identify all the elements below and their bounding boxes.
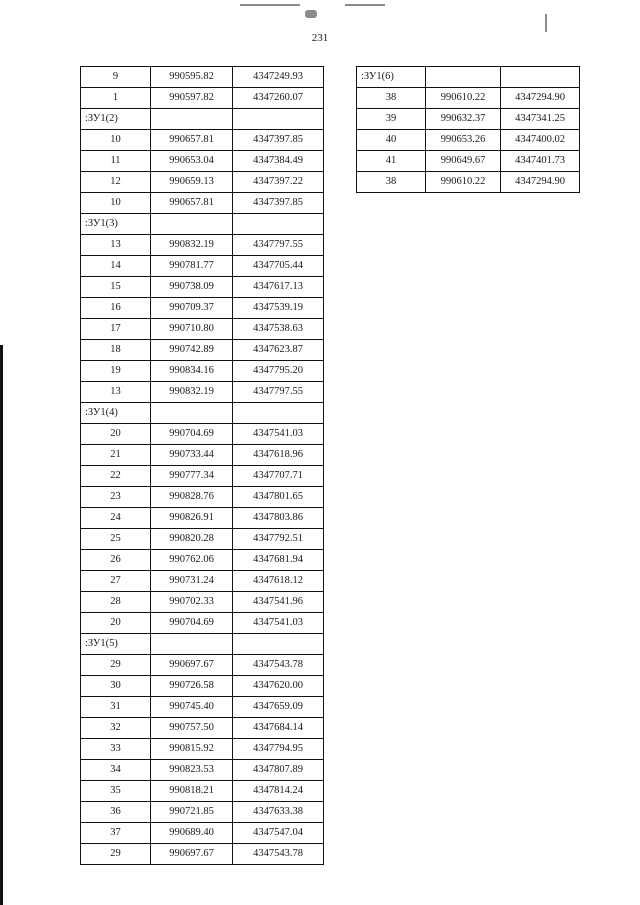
y-coordinate-cell: 4347397.85: [233, 130, 324, 151]
x-coordinate-cell: 990781.77: [151, 256, 233, 277]
y-coordinate-cell: 4347684.14: [233, 718, 324, 739]
x-coordinate-cell: 990818.21: [151, 781, 233, 802]
point-number-cell: 29: [81, 655, 151, 676]
y-coordinate-cell: 4347401.73: [501, 151, 580, 172]
y-coordinate-cell: [501, 67, 580, 88]
point-number-cell: 10: [81, 193, 151, 214]
point-number-cell: :ЗУ1(3): [81, 214, 151, 235]
x-coordinate-cell: 990697.67: [151, 655, 233, 676]
y-coordinate-cell: 4347618.96: [233, 445, 324, 466]
x-coordinate-cell: 990832.19: [151, 382, 233, 403]
point-number-cell: 15: [81, 277, 151, 298]
parcel-header-row: [357, 67, 580, 88]
y-coordinate-cell: 4347618.12: [233, 571, 324, 592]
x-coordinate-cell: 990762.06: [151, 550, 233, 571]
table-row: [81, 802, 324, 823]
x-coordinate-cell: 990726.58: [151, 676, 233, 697]
y-coordinate-cell: 4347623.87: [233, 340, 324, 361]
table-row: [81, 319, 324, 340]
x-coordinate-cell: 990709.37: [151, 298, 233, 319]
y-coordinate-cell: 4347617.13: [233, 277, 324, 298]
y-coordinate-cell: 4347803.86: [233, 508, 324, 529]
table-row: [81, 613, 324, 634]
y-coordinate-cell: 4347633.38: [233, 802, 324, 823]
parcel-header-row: [81, 634, 324, 655]
x-coordinate-cell: 990742.89: [151, 340, 233, 361]
point-number-cell: 22: [81, 466, 151, 487]
point-number-cell: 38: [357, 172, 426, 193]
point-number-cell: 23: [81, 487, 151, 508]
table-row: [357, 109, 580, 130]
point-number-cell: :ЗУ1(5): [81, 634, 151, 655]
table-row: [81, 592, 324, 613]
y-coordinate-cell: 4347807.89: [233, 760, 324, 781]
y-coordinate-cell: [233, 214, 324, 235]
y-coordinate-cell: 4347541.03: [233, 613, 324, 634]
point-number-cell: :ЗУ1(4): [81, 403, 151, 424]
coordinates-table-right: [356, 66, 580, 193]
y-coordinate-cell: [233, 109, 324, 130]
x-coordinate-cell: 990597.82: [151, 88, 233, 109]
table-row: [81, 130, 324, 151]
x-coordinate-cell: [151, 214, 233, 235]
y-coordinate-cell: 4347541.96: [233, 592, 324, 613]
y-coordinate-cell: 4347801.65: [233, 487, 324, 508]
table-row: [81, 340, 324, 361]
point-number-cell: 11: [81, 151, 151, 172]
scan-noise-mark: [545, 14, 547, 32]
table-row: [81, 193, 324, 214]
point-number-cell: 21: [81, 445, 151, 466]
x-coordinate-cell: 990697.67: [151, 844, 233, 865]
point-number-cell: 37: [81, 823, 151, 844]
y-coordinate-cell: 4347341.25: [501, 109, 580, 130]
table-row: [81, 256, 324, 277]
point-number-cell: 9: [81, 67, 151, 88]
x-coordinate-cell: 990689.40: [151, 823, 233, 844]
point-number-cell: 31: [81, 697, 151, 718]
x-coordinate-cell: 990745.40: [151, 697, 233, 718]
point-number-cell: :ЗУ1(2): [81, 109, 151, 130]
x-coordinate-cell: 990653.26: [426, 130, 501, 151]
x-coordinate-cell: 990815.92: [151, 739, 233, 760]
x-coordinate-cell: 990721.85: [151, 802, 233, 823]
table-row: [81, 277, 324, 298]
x-coordinate-cell: 990610.22: [426, 88, 501, 109]
point-number-cell: 28: [81, 592, 151, 613]
point-number-cell: 17: [81, 319, 151, 340]
point-number-cell: 24: [81, 508, 151, 529]
point-number-cell: 30: [81, 676, 151, 697]
x-coordinate-cell: 990738.09: [151, 277, 233, 298]
table-row: [81, 508, 324, 529]
y-coordinate-cell: 4347543.78: [233, 655, 324, 676]
table-row: [357, 172, 580, 193]
table-row: [81, 466, 324, 487]
y-coordinate-cell: 4347397.22: [233, 172, 324, 193]
y-coordinate-cell: 4347547.04: [233, 823, 324, 844]
y-coordinate-cell: 4347814.24: [233, 781, 324, 802]
y-coordinate-cell: 4347541.03: [233, 424, 324, 445]
point-number-cell: 19: [81, 361, 151, 382]
point-number-cell: 32: [81, 718, 151, 739]
x-coordinate-cell: 990610.22: [426, 172, 501, 193]
x-coordinate-cell: 990704.69: [151, 424, 233, 445]
x-coordinate-cell: 990632.37: [426, 109, 501, 130]
x-coordinate-cell: 990731.24: [151, 571, 233, 592]
x-coordinate-cell: [426, 67, 501, 88]
point-number-cell: 10: [81, 130, 151, 151]
table-row: [81, 760, 324, 781]
point-number-cell: 13: [81, 235, 151, 256]
x-coordinate-cell: [151, 403, 233, 424]
point-number-cell: 36: [81, 802, 151, 823]
point-number-cell: 26: [81, 550, 151, 571]
table-row: [81, 382, 324, 403]
table-row: [81, 424, 324, 445]
table-row: [81, 88, 324, 109]
table-row: [81, 361, 324, 382]
y-coordinate-cell: 4347538.63: [233, 319, 324, 340]
point-number-cell: 40: [357, 130, 426, 151]
parcel-header-row: [81, 403, 324, 424]
point-number-cell: 38: [357, 88, 426, 109]
x-coordinate-cell: 990733.44: [151, 445, 233, 466]
x-coordinate-cell: 990828.76: [151, 487, 233, 508]
table-row: [81, 718, 324, 739]
table-row: [81, 487, 324, 508]
point-number-cell: 14: [81, 256, 151, 277]
x-coordinate-cell: 990823.53: [151, 760, 233, 781]
table-row: [81, 172, 324, 193]
x-coordinate-cell: 990834.16: [151, 361, 233, 382]
y-coordinate-cell: 4347797.55: [233, 235, 324, 256]
point-number-cell: 16: [81, 298, 151, 319]
table-row: [81, 697, 324, 718]
y-coordinate-cell: 4347681.94: [233, 550, 324, 571]
table-row: [81, 529, 324, 550]
y-coordinate-cell: 4347705.44: [233, 256, 324, 277]
point-number-cell: 33: [81, 739, 151, 760]
x-coordinate-cell: [151, 109, 233, 130]
point-number-cell: 29: [81, 844, 151, 865]
scan-noise-mark: [345, 4, 385, 6]
y-coordinate-cell: [233, 634, 324, 655]
table-row: [81, 571, 324, 592]
table-row: [81, 235, 324, 256]
parcel-header-row: [81, 109, 324, 130]
x-coordinate-cell: 990657.81: [151, 193, 233, 214]
table-row: [81, 781, 324, 802]
point-number-cell: 35: [81, 781, 151, 802]
table-row: [357, 151, 580, 172]
scan-edge-bar: [0, 345, 3, 905]
parcel-header-row: [81, 214, 324, 235]
point-number-cell: 13: [81, 382, 151, 403]
x-coordinate-cell: 990777.34: [151, 466, 233, 487]
y-coordinate-cell: 4347797.55: [233, 382, 324, 403]
x-coordinate-cell: 990820.28: [151, 529, 233, 550]
y-coordinate-cell: 4347400.02: [501, 130, 580, 151]
scan-noise-mark: [305, 10, 317, 18]
point-number-cell: 1: [81, 88, 151, 109]
point-number-cell: 20: [81, 613, 151, 634]
table-row: [357, 88, 580, 109]
y-coordinate-cell: 4347249.93: [233, 67, 324, 88]
table-row: [81, 823, 324, 844]
y-coordinate-cell: 4347384.49: [233, 151, 324, 172]
table-row: [81, 655, 324, 676]
y-coordinate-cell: 4347620.00: [233, 676, 324, 697]
point-number-cell: :ЗУ1(6): [357, 67, 426, 88]
point-number-cell: 34: [81, 760, 151, 781]
x-coordinate-cell: 990826.91: [151, 508, 233, 529]
y-coordinate-cell: 4347792.51: [233, 529, 324, 550]
point-number-cell: 18: [81, 340, 151, 361]
x-coordinate-cell: 990832.19: [151, 235, 233, 256]
y-coordinate-cell: 4347659.09: [233, 697, 324, 718]
x-coordinate-cell: 990659.13: [151, 172, 233, 193]
y-coordinate-cell: 4347539.19: [233, 298, 324, 319]
page-number: 231: [311, 32, 329, 44]
table-row: [81, 550, 324, 571]
y-coordinate-cell: 4347543.78: [233, 844, 324, 865]
point-number-cell: 27: [81, 571, 151, 592]
table-row: [81, 844, 324, 865]
table-row: [81, 298, 324, 319]
y-coordinate-cell: 4347397.85: [233, 193, 324, 214]
x-coordinate-cell: 990710.80: [151, 319, 233, 340]
scan-noise-mark: [240, 4, 300, 6]
x-coordinate-cell: 990653.04: [151, 151, 233, 172]
x-coordinate-cell: 990595.82: [151, 67, 233, 88]
y-coordinate-cell: 4347707.71: [233, 466, 324, 487]
point-number-cell: 39: [357, 109, 426, 130]
point-number-cell: 20: [81, 424, 151, 445]
coordinates-table-left: [80, 66, 324, 865]
y-coordinate-cell: 4347294.90: [501, 88, 580, 109]
table-row: [81, 151, 324, 172]
y-coordinate-cell: 4347794.95: [233, 739, 324, 760]
table-row: [81, 676, 324, 697]
point-number-cell: 25: [81, 529, 151, 550]
table-row: [357, 130, 580, 151]
x-coordinate-cell: 990657.81: [151, 130, 233, 151]
x-coordinate-cell: 990702.33: [151, 592, 233, 613]
x-coordinate-cell: [151, 634, 233, 655]
table-row: [81, 67, 324, 88]
point-number-cell: 41: [357, 151, 426, 172]
table-row: [81, 445, 324, 466]
y-coordinate-cell: 4347260.07: [233, 88, 324, 109]
x-coordinate-cell: 990649.67: [426, 151, 501, 172]
y-coordinate-cell: [233, 403, 324, 424]
y-coordinate-cell: 4347795.20: [233, 361, 324, 382]
point-number-cell: 12: [81, 172, 151, 193]
y-coordinate-cell: 4347294.90: [501, 172, 580, 193]
table-row: [81, 739, 324, 760]
x-coordinate-cell: 990757.50: [151, 718, 233, 739]
x-coordinate-cell: 990704.69: [151, 613, 233, 634]
